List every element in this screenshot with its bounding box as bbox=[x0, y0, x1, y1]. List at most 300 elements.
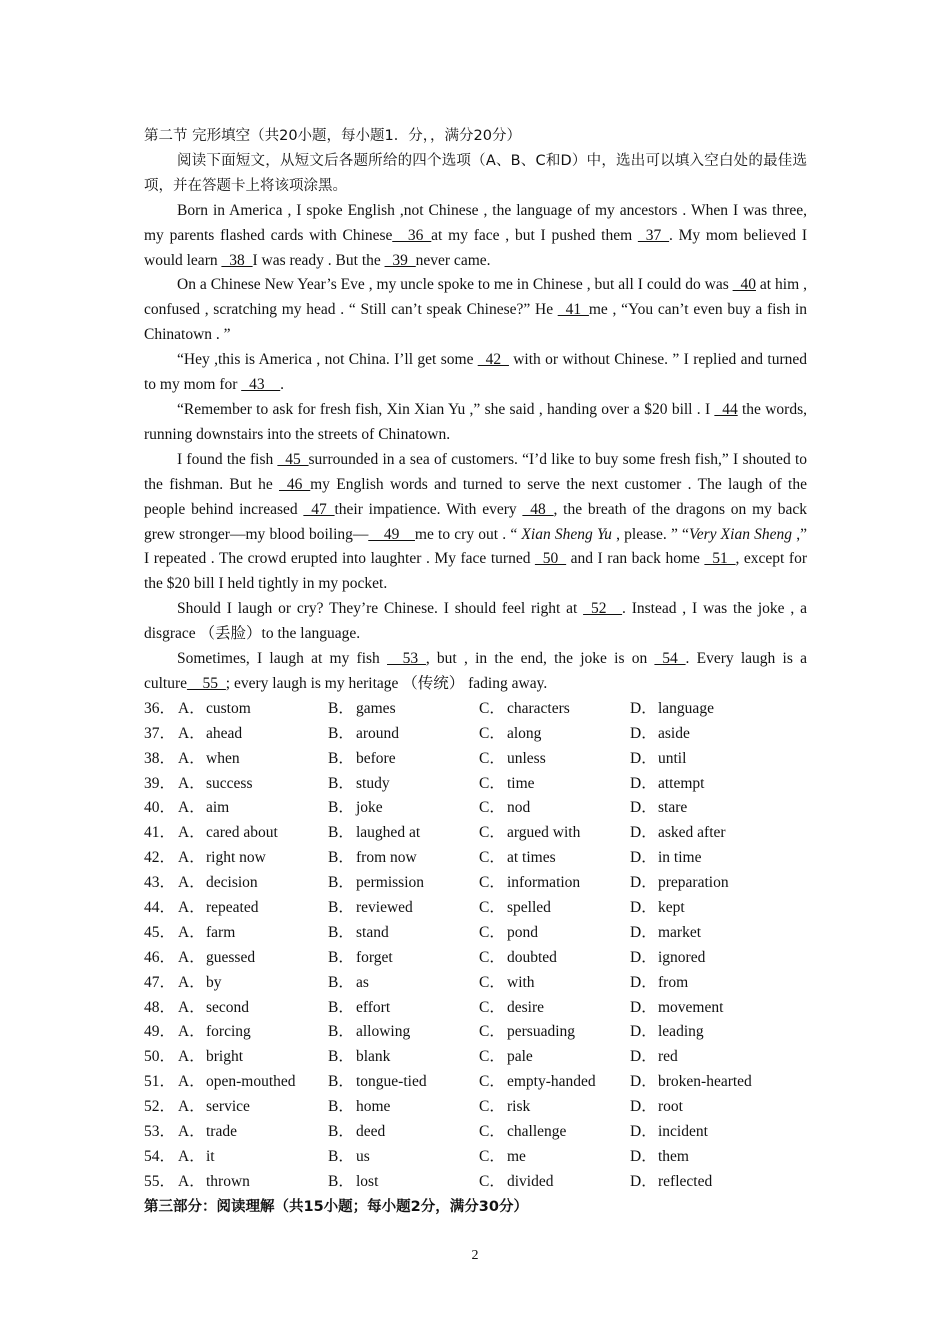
option-a bbox=[178, 1095, 328, 1120]
option-letter: D． bbox=[630, 874, 657, 892]
option-d bbox=[630, 971, 790, 996]
option-letter: A． bbox=[178, 898, 205, 916]
option-letter: A． bbox=[178, 973, 205, 991]
option-text: divided bbox=[507, 1172, 554, 1190]
option-b bbox=[328, 722, 479, 747]
option-text: preparation bbox=[658, 874, 729, 892]
answer-blank: _52__ bbox=[583, 600, 622, 618]
option-text: pond bbox=[507, 923, 538, 941]
question-number: 41． bbox=[144, 824, 176, 842]
option-letter: B． bbox=[328, 1172, 354, 1190]
option-letter: B． bbox=[328, 898, 354, 916]
option-text: empty-handed bbox=[507, 1073, 596, 1091]
question-number: 49． bbox=[144, 1023, 176, 1041]
option-a bbox=[178, 821, 328, 846]
option-b bbox=[328, 1120, 479, 1145]
italic-text: Xian Sheng Yu bbox=[521, 525, 612, 543]
option-text: as bbox=[356, 973, 369, 991]
option-d bbox=[630, 896, 790, 921]
option-text: ahead bbox=[206, 724, 243, 742]
option-text: study bbox=[356, 774, 390, 792]
option-text: home bbox=[356, 1098, 391, 1116]
question-number: 50． bbox=[144, 1048, 176, 1066]
answer-blank: _47_ bbox=[303, 500, 335, 518]
option-text: in time bbox=[658, 849, 702, 867]
option-row bbox=[144, 846, 807, 871]
option-letter: C． bbox=[479, 1172, 505, 1190]
question-number: 45． bbox=[144, 923, 176, 941]
option-letter: C． bbox=[479, 699, 505, 717]
passage-text: surrounded in a sea of customers. “I’d like to buy some fresh fish,” I shouted to the fishman. But he bbox=[144, 450, 807, 493]
option-d bbox=[630, 747, 790, 772]
option-row bbox=[144, 1120, 807, 1145]
option-letter: D． bbox=[630, 1023, 657, 1041]
option-letter: B． bbox=[328, 1048, 354, 1066]
option-text: when bbox=[206, 749, 240, 767]
passage-text: the words, running downstairs into the streets of Chinatown. bbox=[144, 400, 807, 443]
option-text: at times bbox=[507, 849, 556, 867]
option-c bbox=[479, 871, 630, 896]
option-text: spelled bbox=[507, 898, 551, 916]
option-a bbox=[178, 946, 328, 971]
option-letter: B． bbox=[328, 724, 354, 742]
question-number: 43． bbox=[144, 874, 176, 892]
option-row bbox=[144, 921, 807, 946]
option-letter: B． bbox=[328, 998, 354, 1016]
option-letter: A． bbox=[178, 724, 205, 742]
passage-paragraph bbox=[144, 597, 807, 647]
option-text: forget bbox=[356, 948, 393, 966]
option-letter: D． bbox=[630, 1048, 657, 1066]
option-row bbox=[144, 772, 807, 797]
option-letter: A． bbox=[178, 948, 205, 966]
option-letter: D． bbox=[630, 774, 657, 792]
option-letter: D． bbox=[630, 923, 657, 941]
question-number: 48． bbox=[144, 998, 176, 1016]
option-letter: A． bbox=[178, 1172, 205, 1190]
option-letter: D． bbox=[630, 1122, 657, 1140]
option-text: until bbox=[658, 749, 687, 767]
part3-title: 第三部分：阅读理解（共15小题；每小题2分，满分30分） bbox=[144, 1198, 528, 1215]
option-letter: B． bbox=[328, 799, 354, 817]
option-text: root bbox=[658, 1098, 683, 1116]
option-text: reflected bbox=[658, 1172, 713, 1190]
option-d bbox=[630, 1170, 790, 1195]
option-text: trade bbox=[206, 1122, 237, 1140]
option-text: them bbox=[658, 1147, 689, 1165]
option-letter: B． bbox=[328, 1023, 354, 1041]
answer-blank: _39_ bbox=[384, 251, 416, 269]
option-text: challenge bbox=[507, 1122, 567, 1140]
option-d bbox=[630, 1120, 790, 1145]
option-a bbox=[178, 996, 328, 1021]
passage-text: . bbox=[280, 376, 284, 394]
option-text: along bbox=[507, 724, 542, 742]
option-text: movement bbox=[658, 998, 724, 1016]
question-number: 53． bbox=[144, 1122, 176, 1140]
option-b bbox=[328, 1145, 479, 1170]
option-c bbox=[479, 722, 630, 747]
option-letter: A． bbox=[178, 1023, 205, 1041]
instructions: 阅读下面短文，从短文后各题所给的四个选项（A、B、C和D）中，选出可以填入空白处的最佳选项，并在答题卡上将该项涂黑。 bbox=[144, 152, 807, 194]
passage-text: their impatience. With every bbox=[334, 500, 523, 518]
passage-text: “Remember to ask for fresh fish, Xin Xian Yu ,” she said , handing over a $20 bill . I bbox=[177, 400, 715, 418]
option-c bbox=[479, 1145, 630, 1170]
answer-blank: _45_ bbox=[277, 450, 309, 468]
passage-text: me to cry out . “ bbox=[414, 525, 522, 543]
option-letter: A． bbox=[178, 1098, 205, 1116]
option-letter: B． bbox=[328, 1098, 354, 1116]
option-text: effort bbox=[356, 998, 391, 1016]
option-a bbox=[178, 896, 328, 921]
question-number: 40． bbox=[144, 799, 176, 817]
page-number: 2 bbox=[471, 1248, 479, 1263]
option-c bbox=[479, 821, 630, 846]
option-c bbox=[479, 772, 630, 797]
passage-text: and I ran back home bbox=[566, 550, 705, 568]
option-letter: A． bbox=[178, 1147, 205, 1165]
option-letter: A． bbox=[178, 1048, 205, 1066]
answer-blank: __49__ bbox=[368, 525, 415, 543]
option-text: farm bbox=[206, 923, 236, 941]
answer-blank: _38_ bbox=[221, 251, 253, 269]
option-text: information bbox=[507, 874, 581, 892]
option-b bbox=[328, 697, 479, 722]
option-d bbox=[630, 1095, 790, 1120]
option-d bbox=[630, 772, 790, 797]
option-text: doubted bbox=[507, 948, 557, 966]
option-text: stare bbox=[658, 799, 688, 817]
option-text: time bbox=[507, 774, 535, 792]
option-text: laughed at bbox=[356, 824, 421, 842]
option-letter: C． bbox=[479, 1073, 505, 1091]
option-row bbox=[144, 946, 807, 971]
option-letter: A． bbox=[178, 998, 205, 1016]
option-text: broken-hearted bbox=[658, 1073, 752, 1091]
option-text: persuading bbox=[507, 1023, 576, 1041]
option-d bbox=[630, 697, 790, 722]
option-a bbox=[178, 1045, 328, 1070]
option-row bbox=[144, 1170, 807, 1195]
option-text: me bbox=[507, 1147, 526, 1165]
option-text: success bbox=[206, 774, 253, 792]
option-text: market bbox=[658, 923, 702, 941]
option-text: custom bbox=[206, 699, 251, 717]
option-letter: C． bbox=[479, 799, 505, 817]
option-text: guessed bbox=[206, 948, 256, 966]
option-b bbox=[328, 1020, 479, 1045]
option-text: us bbox=[356, 1147, 370, 1165]
option-d bbox=[630, 1045, 790, 1070]
option-text: it bbox=[206, 1147, 215, 1165]
option-text: aside bbox=[658, 724, 690, 742]
question-number: 46． bbox=[144, 948, 176, 966]
question-number: 37． bbox=[144, 724, 176, 742]
option-text: lost bbox=[356, 1172, 379, 1190]
italic-text: Very Xian Sheng bbox=[688, 525, 793, 543]
passage-text: , the breath of the dragons on my back grew stronger—my blood boiling— bbox=[144, 500, 807, 543]
option-letter: D． bbox=[630, 824, 657, 842]
option-letter: D． bbox=[630, 749, 657, 767]
option-row bbox=[144, 871, 807, 896]
option-letter: A． bbox=[178, 824, 205, 842]
option-text: pale bbox=[507, 1048, 533, 1066]
question-number: 38． bbox=[144, 749, 176, 767]
answer-blank: _40 bbox=[732, 276, 756, 294]
passage-paragraph bbox=[144, 398, 807, 448]
passage bbox=[144, 199, 807, 697]
option-text: ignored bbox=[658, 948, 706, 966]
passage-text: my English words and turned to serve the next customer . The laugh of the people behind increased bbox=[144, 475, 807, 518]
option-text: service bbox=[206, 1098, 250, 1116]
option-letter: C． bbox=[479, 898, 505, 916]
option-text: risk bbox=[507, 1098, 531, 1116]
question-number: 39． bbox=[144, 774, 176, 792]
answer-blank: _37_ bbox=[637, 226, 669, 244]
option-d bbox=[630, 946, 790, 971]
answer-blank: _54_ bbox=[654, 650, 686, 668]
option-b bbox=[328, 1170, 479, 1195]
passage-text: , please. ” “ bbox=[611, 525, 689, 543]
option-letter: B． bbox=[328, 948, 354, 966]
option-row bbox=[144, 996, 807, 1021]
option-a bbox=[178, 772, 328, 797]
option-d bbox=[630, 996, 790, 1021]
option-text: deed bbox=[356, 1122, 386, 1140]
passage-text: , except for the $20 bill I held tightly in my pocket. bbox=[144, 550, 807, 593]
option-letter: C． bbox=[479, 1048, 505, 1066]
option-text: permission bbox=[356, 874, 425, 892]
option-d bbox=[630, 1020, 790, 1045]
option-letter: D． bbox=[630, 998, 657, 1016]
option-row bbox=[144, 722, 807, 747]
option-b bbox=[328, 1070, 479, 1095]
option-letter: C． bbox=[479, 749, 505, 767]
option-d bbox=[630, 846, 790, 871]
option-c bbox=[479, 1170, 630, 1195]
option-text: nod bbox=[507, 799, 531, 817]
option-a bbox=[178, 697, 328, 722]
option-text: from now bbox=[356, 849, 417, 867]
answer-blank: _44 bbox=[714, 400, 738, 418]
passage-paragraph bbox=[144, 273, 807, 348]
option-text: right now bbox=[206, 849, 266, 867]
option-letter: D． bbox=[630, 898, 657, 916]
answer-blank: _41_ bbox=[557, 301, 589, 319]
option-letter: D． bbox=[630, 799, 657, 817]
option-row bbox=[144, 821, 807, 846]
question-number: 51． bbox=[144, 1073, 176, 1091]
option-text: from bbox=[658, 973, 689, 991]
option-text: by bbox=[206, 973, 222, 991]
option-a bbox=[178, 871, 328, 896]
option-text: kept bbox=[658, 898, 685, 916]
option-letter: A． bbox=[178, 1073, 205, 1091]
question-number: 55． bbox=[144, 1172, 176, 1190]
option-a bbox=[178, 722, 328, 747]
option-text: forcing bbox=[206, 1023, 251, 1041]
option-letter: D． bbox=[630, 948, 657, 966]
option-text: allowing bbox=[356, 1023, 411, 1041]
answer-blank: _51_ bbox=[704, 550, 736, 568]
option-letter: B． bbox=[328, 923, 354, 941]
answer-blank: _43__ bbox=[241, 376, 281, 394]
passage-paragraph bbox=[144, 348, 807, 398]
option-row bbox=[144, 1020, 807, 1045]
option-d bbox=[630, 722, 790, 747]
option-letter: B． bbox=[328, 973, 354, 991]
option-text: blank bbox=[356, 1048, 391, 1066]
answer-blank: _42_ bbox=[477, 351, 509, 369]
option-letter: D． bbox=[630, 1098, 657, 1116]
option-c bbox=[479, 1095, 630, 1120]
option-d bbox=[630, 796, 790, 821]
option-letter: B． bbox=[328, 1122, 354, 1140]
option-text: desire bbox=[507, 998, 545, 1016]
option-c bbox=[479, 896, 630, 921]
option-d bbox=[630, 1145, 790, 1170]
option-text: with bbox=[507, 973, 535, 991]
option-letter: C． bbox=[479, 948, 505, 966]
option-c bbox=[479, 1020, 630, 1045]
option-letter: D． bbox=[630, 1147, 657, 1165]
option-letter: C． bbox=[479, 923, 505, 941]
option-c bbox=[479, 1120, 630, 1145]
option-letter: A． bbox=[178, 799, 205, 817]
option-text: before bbox=[356, 749, 396, 767]
option-letter: A． bbox=[178, 874, 205, 892]
option-letter: D． bbox=[630, 849, 657, 867]
question-number: 54． bbox=[144, 1147, 176, 1165]
option-text: open-mouthed bbox=[206, 1073, 296, 1091]
option-letter: D． bbox=[630, 699, 657, 717]
option-b bbox=[328, 921, 479, 946]
answer-blank: __53_ bbox=[387, 650, 426, 668]
option-b bbox=[328, 846, 479, 871]
passage-paragraph bbox=[144, 448, 807, 597]
option-text: second bbox=[206, 998, 250, 1016]
option-text: aim bbox=[206, 799, 230, 817]
option-text: language bbox=[658, 699, 714, 717]
option-letter: D． bbox=[630, 973, 657, 991]
option-c bbox=[479, 996, 630, 1021]
option-row bbox=[144, 896, 807, 921]
option-letter: D． bbox=[630, 1172, 657, 1190]
option-letter: A． bbox=[178, 699, 205, 717]
option-a bbox=[178, 1145, 328, 1170]
option-text: tongue-tied bbox=[356, 1073, 427, 1091]
option-text: red bbox=[658, 1048, 678, 1066]
option-letter: A． bbox=[178, 849, 205, 867]
passage-text: On a Chinese New Year’s Eve , my uncle spoke to me in Chinese , but all I could do was bbox=[177, 276, 733, 294]
option-row bbox=[144, 1045, 807, 1070]
answer-blank: _46_ bbox=[279, 475, 311, 493]
option-letter: A． bbox=[178, 1122, 205, 1140]
option-letter: C． bbox=[479, 998, 505, 1016]
option-row bbox=[144, 1070, 807, 1095]
option-letter: B． bbox=[328, 749, 354, 767]
answer-blank: __36_ bbox=[392, 226, 432, 244]
option-c bbox=[479, 846, 630, 871]
option-a bbox=[178, 971, 328, 996]
option-text: joke bbox=[356, 799, 383, 817]
passage-text: , but , in the end, the joke is on bbox=[425, 650, 655, 668]
option-letter: C． bbox=[479, 874, 505, 892]
option-text: attempt bbox=[658, 774, 705, 792]
option-c bbox=[479, 971, 630, 996]
answer-blank: __55_ bbox=[187, 674, 226, 692]
passage-text: . Instead , I was the joke , a disgrace （丢脸）to the language. bbox=[144, 600, 807, 643]
passage-paragraph bbox=[144, 199, 807, 274]
option-letter: B． bbox=[328, 774, 354, 792]
option-b bbox=[328, 772, 479, 797]
options-list bbox=[144, 697, 807, 1195]
option-letter: B． bbox=[328, 849, 354, 867]
answer-blank: _48_ bbox=[522, 500, 554, 518]
option-text: bright bbox=[206, 1048, 244, 1066]
option-letter: C． bbox=[479, 1098, 505, 1116]
passage-text: me , “You can’t even buy a fish in Chinatown . ” bbox=[144, 301, 807, 344]
option-text: decision bbox=[206, 874, 258, 892]
option-b bbox=[328, 747, 479, 772]
option-text: characters bbox=[507, 699, 570, 717]
passage-paragraph bbox=[144, 647, 807, 697]
option-text: thrown bbox=[206, 1172, 250, 1190]
option-c bbox=[479, 921, 630, 946]
option-a bbox=[178, 1070, 328, 1095]
option-row bbox=[144, 1145, 807, 1170]
option-d bbox=[630, 1070, 790, 1095]
document-page bbox=[144, 124, 807, 1220]
option-d bbox=[630, 921, 790, 946]
option-text: cared about bbox=[206, 824, 278, 842]
passage-text: Born in America , I spoke English ,not Chinese , the language of my ancestors . When I was three, my parents flashed cards with Chinese bbox=[144, 201, 807, 244]
option-b bbox=[328, 871, 479, 896]
option-a bbox=[178, 747, 328, 772]
passage-text: ,” I repeated . The crowd erupted into laughter . My face turned bbox=[144, 525, 807, 568]
option-b bbox=[328, 971, 479, 996]
option-c bbox=[479, 1045, 630, 1070]
option-letter: B． bbox=[328, 824, 354, 842]
option-text: repeated bbox=[206, 898, 259, 916]
question-number: 52． bbox=[144, 1098, 176, 1116]
option-b bbox=[328, 896, 479, 921]
option-row bbox=[144, 796, 807, 821]
option-b bbox=[328, 946, 479, 971]
passage-text: I was ready . But the bbox=[252, 251, 385, 269]
option-row bbox=[144, 747, 807, 772]
passage-text: never came. bbox=[415, 251, 491, 269]
passage-text: I found the fish bbox=[177, 450, 278, 468]
option-c bbox=[479, 946, 630, 971]
option-text: games bbox=[356, 699, 396, 717]
option-text: argued with bbox=[507, 824, 581, 842]
option-letter: B． bbox=[328, 874, 354, 892]
option-a bbox=[178, 846, 328, 871]
option-text: incident bbox=[658, 1122, 708, 1140]
option-a bbox=[178, 1020, 328, 1045]
passage-text: Sometimes, I laugh at my fish bbox=[177, 650, 388, 668]
option-letter: C． bbox=[479, 1122, 505, 1140]
option-letter: D． bbox=[630, 724, 657, 742]
option-c bbox=[479, 1070, 630, 1095]
option-b bbox=[328, 1045, 479, 1070]
option-letter: A． bbox=[178, 923, 205, 941]
option-letter: C． bbox=[479, 849, 505, 867]
option-letter: B． bbox=[328, 1147, 354, 1165]
option-d bbox=[630, 821, 790, 846]
option-a bbox=[178, 796, 328, 821]
